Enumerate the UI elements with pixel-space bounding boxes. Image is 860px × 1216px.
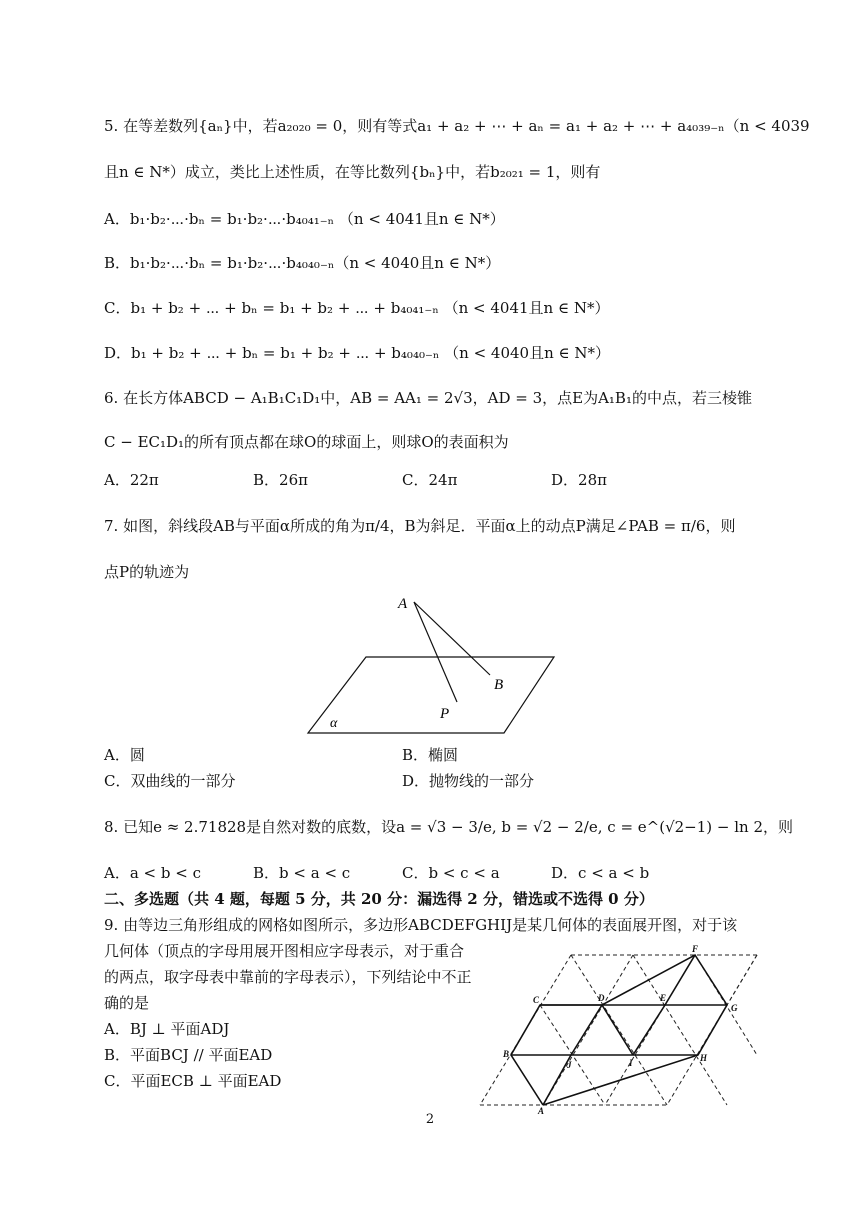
page-number: 2 <box>425 1112 435 1127</box>
net-label-a: A <box>538 1106 545 1115</box>
label-a: A <box>398 596 408 612</box>
q5-line2: 且n ∈ N*）成立，类比上述性质，在等比数列{bₙ}中，若b₂₀₂₁ = 1，则有 <box>104 163 601 181</box>
q9-line1: 9. 由等边三角形组成的网格如图所示，多边形ABCDEFGHIJ是某几何体的表面展开图，对于该 <box>104 916 738 934</box>
q8-line1: 8. 已知e ≈ 2.71828是自然对数的底数，设a = √3 − 3/e, b = √2 − 2/e, c = e^(√2−1) − ln 2，则 <box>104 818 794 836</box>
q9-line3: 的两点，取字母表中靠前的字母表示），下列结论中不正 <box>104 968 472 986</box>
net-label-j: J <box>567 1060 572 1070</box>
q5-option-b: B．b₁·b₂·⋯·bₙ = b₁·b₂·⋯·b₄₀₄₀₋ₙ（n < 4040且n ∈ N*） <box>104 254 501 272</box>
triangle-grid <box>480 955 757 1105</box>
q6-option-d: D．28π <box>551 471 607 489</box>
q5-line1: 5. 在等差数列{aₙ}中，若a₂₀₂₀ = 0，则有等式a₁ + a₂ + ⋯ + aₙ = a₁ + a₂ + ⋯ + a₄₀₃₉₋ₙ（n < 4039 <box>104 117 810 135</box>
q6-line2: C − EC₁D₁的所有顶点都在球O的球面上，则球O的表面积为 <box>104 433 509 451</box>
q6-option-a: A．22π <box>104 471 159 489</box>
q7-option-d: D．抛物线的一部分 <box>402 772 535 790</box>
net-label-d: D <box>598 993 605 1003</box>
net-label-b: B <box>503 1049 510 1059</box>
label-p: P <box>440 706 450 722</box>
q9-line4: 确的是 <box>104 994 150 1012</box>
label-b: B <box>494 677 504 693</box>
q5-option-a: A．b₁·b₂·⋯·bₙ = b₁·b₂·⋯·b₄₀₄₁₋ₙ （n < 4041且n ∈ N*） <box>104 210 505 228</box>
net-label-i: I <box>629 1058 633 1068</box>
q9-option-c: C．平面ECB ⊥ 平面EAD <box>104 1072 282 1090</box>
q7-line2: 点P的轨迹为 <box>104 563 190 581</box>
q7-figure <box>300 590 570 740</box>
plane-alpha <box>308 657 554 733</box>
q8-option-c: C．b < c < a <box>402 864 500 882</box>
section-multi-choice-heading: 二、多选题（共 4 题，每题 5 分，共 20 分：漏选得 2 分，错选或不选得 0 分） <box>104 890 654 908</box>
q6-option-c: C．24π <box>402 471 458 489</box>
label-alpha: α <box>330 716 338 731</box>
q9-option-a: A．BJ ⊥ 平面ADJ <box>104 1020 230 1038</box>
q8-option-b: B．b < a < c <box>253 864 351 882</box>
q9-option-b: B．平面BCJ // 平面EAD <box>104 1046 273 1064</box>
q8-option-d: D．c < a < b <box>551 864 650 882</box>
segment-ab <box>414 602 490 675</box>
q6-line1: 6. 在长方体ABCD − A₁B₁C₁D₁中，AB = AA₁ = 2√3，AD = 3，点E为A₁B₁的中点，若三棱锥 <box>104 389 752 407</box>
net-label-e: E <box>660 993 667 1003</box>
q5-option-d: D．b₁ + b₂ + ⋯ + bₙ = b₁ + b₂ + ⋯ + b₄₀₄₀₋ₙ （n < 4040且n ∈ N*） <box>104 344 611 362</box>
q6-option-b: B．26π <box>253 471 308 489</box>
q7-line1: 7. 如图，斜线段AB与平面α所成的角为π/4，B为斜足．平面α上的动点P满足∠PAB = π/6，则 <box>104 517 736 535</box>
q7-option-b: B．椭圆 <box>402 746 459 764</box>
q7-option-c: C．双曲线的一部分 <box>104 772 236 790</box>
net-label-h: H <box>700 1053 708 1063</box>
net-label-c: C <box>533 995 540 1005</box>
q7-option-a: A．圆 <box>104 746 145 764</box>
net-label-f: F <box>692 944 699 954</box>
segment-ap <box>414 602 457 702</box>
q9-net-figure <box>470 940 770 1115</box>
q8-option-a: A．a < b < c <box>104 864 201 882</box>
net-label-g: G <box>731 1003 738 1013</box>
q5-option-c: C．b₁ + b₂ + ⋯ + bₙ = b₁ + b₂ + ⋯ + b₄₀₄₁₋ₙ （n < 4041且n ∈ N*） <box>104 299 610 317</box>
q9-line2: 几何体（顶点的字母用展开图相应字母表示，对于重合 <box>104 942 465 960</box>
